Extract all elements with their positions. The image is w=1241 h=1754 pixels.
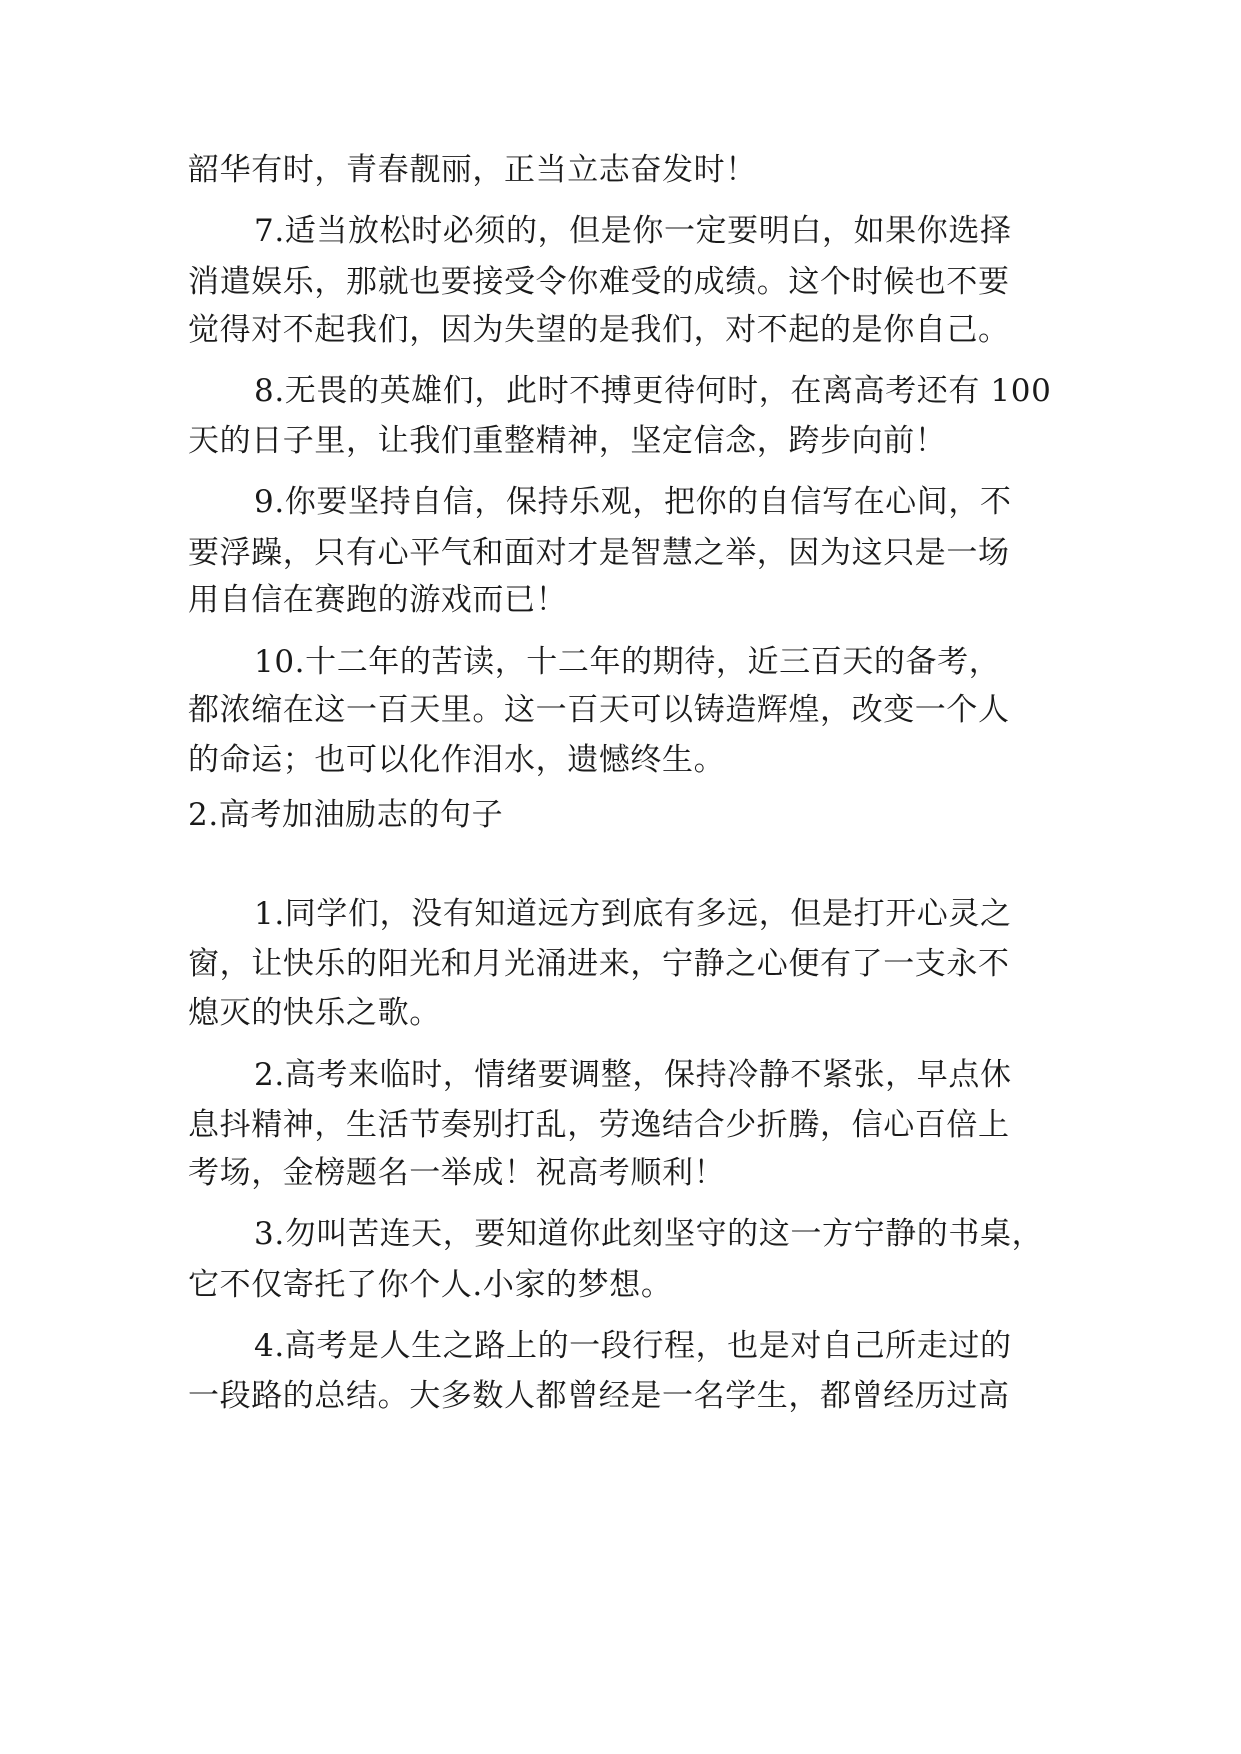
section-heading: 2.高考加油励志的句子 [188,797,504,833]
text-line: 觉得对不起我们，因为失望的是我们，对不起的是你自己。 [188,312,1010,348]
text-line: 用自信在赛跑的游戏而已！ [188,582,568,618]
text-line: 都浓缩在这一百天里。这一百天可以铸造辉煌，改变一个人 [188,692,1010,728]
text-line: 它不仅寄托了你个人.小家的梦想。 [188,1267,673,1303]
text-line: 熄灭的快乐之歌。 [188,995,441,1031]
text-line: 天的日子里，让我们重整精神，坚定信念，跨步向前！ [188,423,947,459]
text-line: 3.勿叫苦连天，要知道你此刻坚守的这一方宁静的书桌， [254,1216,1044,1252]
text-line: 消遣娱乐，那就也要接受令你难受的成绩。这个时候也不要 [188,264,1010,300]
text-line: 7.适当放松时必须的，但是你一定要明白，如果你选择 [254,213,1012,249]
text-line: 窗，让快乐的阳光和月光涌进来，宁静之心便有了一支永不 [188,946,1010,982]
text-line: 一段路的总结。大多数人都曾经是一名学生，都曾经历过高 [188,1378,1010,1414]
text-line: 9.你要坚持自信，保持乐观，把你的自信写在心间，不 [254,484,1012,520]
text-line: 息抖精神，生活节奏别打乱，劳逸结合少折腾，信心百倍上 [188,1107,1010,1143]
text-line: 10.十二年的苦读，十二年的期待，近三百天的备考， [254,644,1001,680]
text-line: 要浮躁，只有心平气和面对才是智慧之举，因为这只是一场 [188,535,1010,571]
text-line: 考场，金榜题名一举成！祝高考顺利！ [188,1155,726,1191]
text-line: 4.高考是人生之路上的一段行程，也是对自己所走过的 [254,1328,1012,1364]
text-line: 韶华有时，青春靓丽，正当立志奋发时！ [188,152,757,188]
text-line: 的命运；也可以化作泪水，遗憾终生。 [188,742,726,778]
text-line: 2.高考来临时，情绪要调整，保持冷静不紧张，早点休 [254,1057,1012,1093]
text-line: 1.同学们，没有知道远方到底有多远，但是打开心灵之 [254,896,1012,932]
text-line: 8.无畏的英雄们，此时不搏更待何时，在离高考还有 100 [254,373,1052,409]
